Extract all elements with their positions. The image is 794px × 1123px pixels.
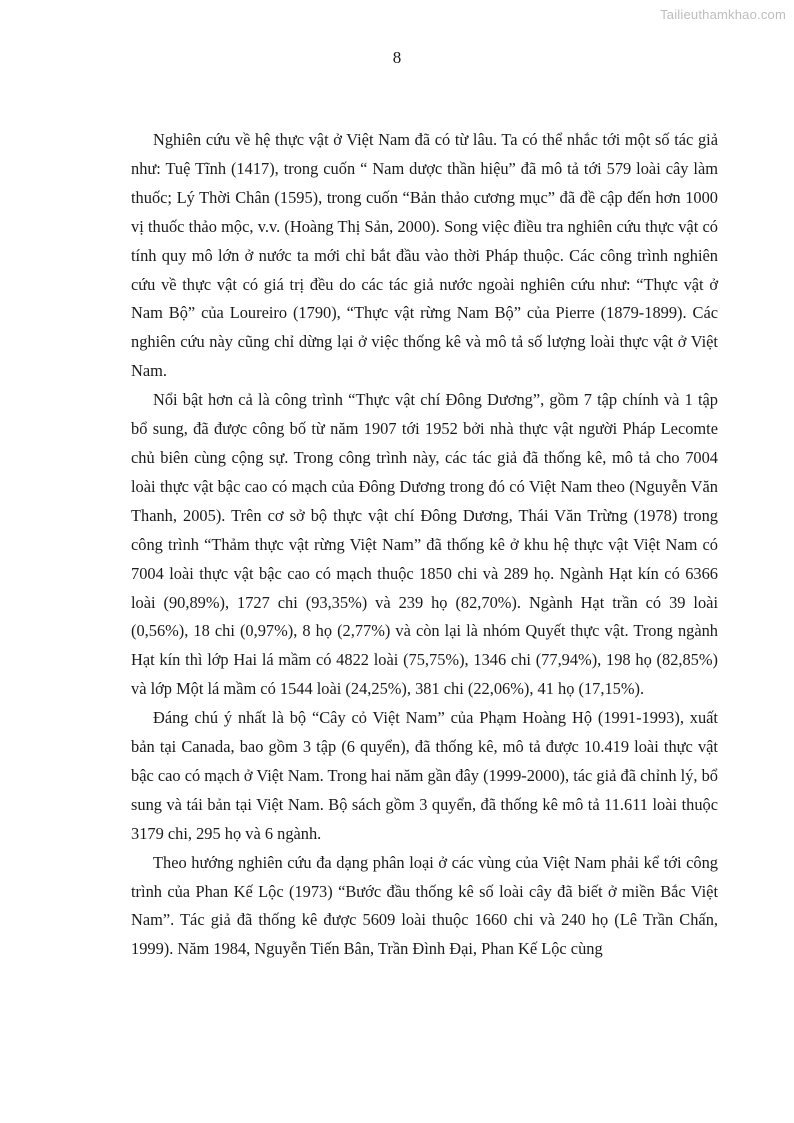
paragraph-1: Nghiên cứu về hệ thực vật ở Việt Nam đã có từ lâu. Ta có thể nhắc tới một số tác giả như: Tuệ Tĩnh (1417), trong cuốn “ Nam dược thần hiệu” đã mô tả tới 579 loài cây làm thuốc; Lý Thời Chân (1595), trong cuốn “Bản thảo cương mục” đã đề cập đến hơn 1000 vị thuốc thảo mộc, v.v. (Hoàng Thị Sản, 2000). Song việc điều tra nghiên cứu thực vật có tính quy mô lớn ở nước ta mới chỉ bắt đầu vào thời Pháp thuộc. Các công trình nghiên cứu về thực vật có giá trị đều do các tác giả nước ngoài nghiên cứu như: “Thực vật ở Nam Bộ” của Loureiro (1790), “Thực vật rừng Nam Bộ” của Pierre (1879-1899). Các nghiên cứu này cũng chỉ dừng lại ở việc thống kê và mô tả số lượng loài thực vật ở Việt Nam. (131, 130, 718, 381)
watermark-text: Tailieuthamkhao.com (660, 7, 786, 22)
paragraph-4: Theo hướng nghiên cứu đa dạng phân loại ở các vùng của Việt Nam phải kể tới công trình của Phan Kế Lộc (1973) “Bước đầu thống kê số loài cây đã biết ở miền Bắc Việt Nam”. Tác giả đã thống kê được 5609 loài thuộc 1660 chi và 240 họ (Lê Trần Chấn, 1999). Năm 1984, Nguyễn Tiến Bân, Trần Đình Đại, Phan Kế Lộc cùng (131, 852, 718, 959)
page-number: 8 (392, 48, 402, 67)
paragraph-2: Nổi bật hơn cả là công trình “Thực vật chí Đông Dương”, gồm 7 tập chính và 1 tập bổ sung, đã được công bố từ năm 1907 tới 1952 bởi nhà thực vật người Pháp Lecomte chủ biên cùng cộng sự. Trong công trình này, các tác giả đã thống kê, mô tả cho 7004 loài thực vật bậc cao có mạch của Đông Dương trong đó có Việt Nam theo (Nguyễn Văn Thanh, 2005). Trên cơ sở bộ thực vật chí Đông Dương, Thái Văn Trừng (1978) trong công trình “Thảm thực vật rừng Việt Nam” đã thống kê ở khu hệ thực vật Việt Nam có 7004 loài thực vật bậc cao có mạch thuộc 1850 chi và 289 họ. Ngành Hạt kín có 6366 loài (90,89%), 1727 chi (93,35%) và 239 họ (82,70%). Ngành Hạt trần có 39 loài (0,56%), 18 chi (0,97%), 8 họ (2,77%) và còn lại là nhóm Quyết thực vật. Trong ngành Hạt kín thì lớp Hai lá mầm có 4822 loài (75,75%), 1346 chi (77,94%), 198 họ (82,85%) và lớp Một lá mầm có 1544 loài (24,25%), 381 chi (22,06%), 41 họ (17,15%). (131, 390, 718, 699)
paragraph-3: Đáng chú ý nhất là bộ “Cây cỏ Việt Nam” của Phạm Hoàng Hộ (1991-1993), xuất bản tại Canada, bao gồm 3 tập (6 quyển), đã thống kê, mô tả được 10.419 loài thực vật bậc cao có mạch ở Việt Nam. Trong hai năm gần đây (1999-2000), tác giả đã chỉnh lý, bổ sung và tái bản tại Việt Nam. Bộ sách gồm 3 quyển, đã thống kê mô tả 11.611 loài thuộc 3179 chi, 295 họ và 6 ngành. (131, 708, 718, 843)
document-body (131, 126, 718, 964)
